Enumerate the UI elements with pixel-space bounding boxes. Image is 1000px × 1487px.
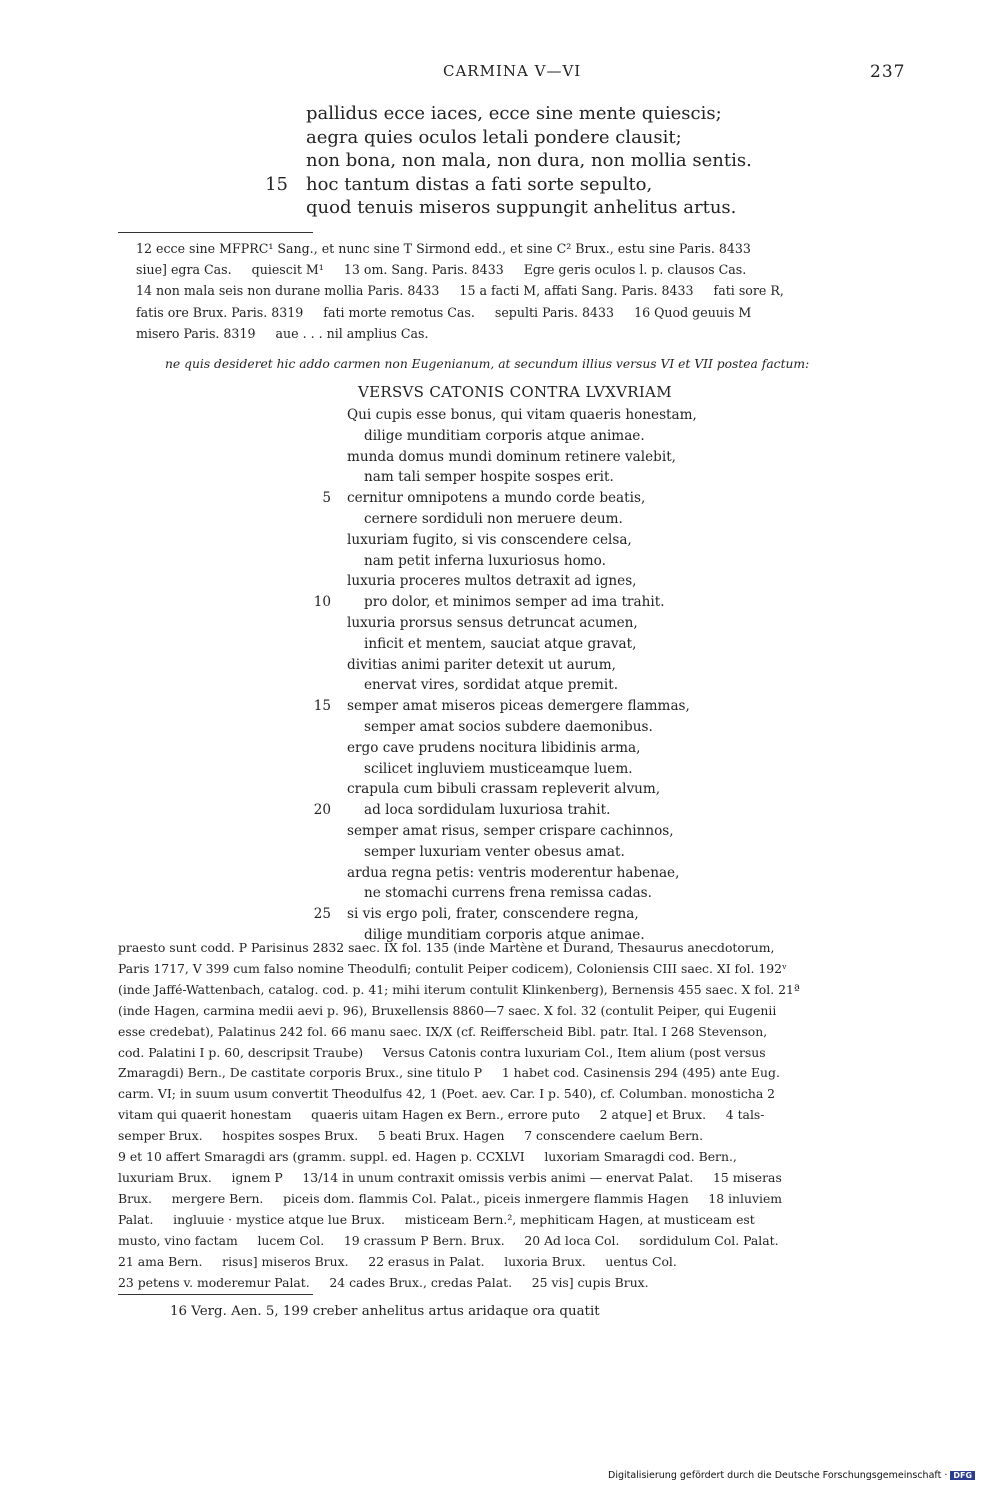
cato-title: VERSVS CATONIS CONTRA LVXVRIAM bbox=[358, 383, 672, 401]
verse-text: ad loca sordidulam luxuriosa trahit. bbox=[364, 802, 611, 819]
verse-text: pallidus ecce iaces, ecce sine mente quiescis; bbox=[306, 103, 722, 124]
text-line: Brux. mergere Bern. piceis dom. flammis Col. Palat., piceis inmergere flammis Hagen 18 inluviem bbox=[118, 1190, 783, 1206]
text-line: (inde Hagen, carmina medii aevi p. 96), Bruxellensis 8860—7 saec. X fol. 32 (contulit Peiper, qui Eugenii bbox=[118, 1002, 777, 1018]
page-number: 237 bbox=[870, 62, 906, 82]
verse-text: scilicet ingluviem musticeamque luem. bbox=[364, 760, 633, 777]
text-line: esse credebat), Palatinus 242 fol. 66 manu saec. IX/X (cf. Reifferscheid Bibl. patr. Ital. I 268 Stevenson, bbox=[118, 1023, 768, 1039]
text-line: praesto sunt codd. P Parisinus 2832 saec. IX fol. 135 (inde Martène et Durand, Thesaurus anecdotorum, bbox=[118, 940, 775, 955]
verse-line bbox=[347, 571, 697, 592]
verse-text: semper amat risus, semper crispare cachinnos, bbox=[347, 822, 674, 839]
verse-line bbox=[347, 675, 697, 696]
divider bbox=[118, 1294, 313, 1295]
verse-text: luxuria proceres multos detraxit ad ignes, bbox=[347, 573, 637, 590]
line-number: 20 bbox=[313, 802, 331, 819]
verse-line bbox=[347, 467, 697, 488]
verse-text: non bona, non mala, non dura, non mollia sentis. bbox=[306, 150, 752, 171]
text-line: musto, vino factam lucem Col. 19 crassum P Bern. Brux. 20 Ad loca Col. sordidulum Col. Palat. bbox=[118, 1232, 779, 1248]
verse-line bbox=[313, 592, 697, 613]
verse-text: enervat vires, sordidat atque premit. bbox=[364, 677, 619, 694]
verse-text: Qui cupis esse bonus, qui vitam quaeris honestam, bbox=[347, 407, 697, 423]
verse-text: dilige munditiam corporis atque animae. bbox=[364, 427, 645, 444]
text-line: misero Paris. 8319 aue . . . nil amplius Cas. bbox=[136, 325, 429, 341]
verse-line bbox=[322, 488, 697, 509]
apparatus-block bbox=[136, 238, 784, 344]
poem-block bbox=[265, 102, 752, 220]
text-line: 21 ama Bern. risus] miseros Brux. 22 erasus in Palat. luxoria Brux. uentus Col. bbox=[118, 1253, 677, 1269]
verse-line bbox=[347, 426, 697, 447]
line-number: 10 bbox=[313, 594, 331, 611]
verse-text: dilige munditiam corporis atque animae. bbox=[364, 926, 645, 943]
running-title: CARMINA V—VI bbox=[443, 62, 582, 80]
text-line: 14 non mala seis non durane mollia Paris. 8433 15 a facti M, affati Sang. Paris. 8433 fati sore R, bbox=[136, 283, 784, 299]
verse-line bbox=[347, 551, 697, 572]
verse-line bbox=[347, 759, 697, 780]
text-line: 23 petens v. moderemur Palat. 24 cades Brux., credas Palat. 25 vis] cupis Brux. bbox=[118, 1274, 649, 1290]
verse-line bbox=[306, 126, 752, 150]
verse-text: nam petit inferna luxuriosus homo. bbox=[364, 552, 606, 569]
dfg-logo: DFG bbox=[950, 1471, 975, 1480]
verse-line bbox=[313, 696, 697, 717]
text-line: Zmaragdi) Bern., De castitate corporis Brux., sine titulo P 1 habet cod. Casinensis 294 (495) ante Eug. bbox=[118, 1065, 780, 1081]
verse-text: semper luxuriam venter obesus amat. bbox=[364, 843, 625, 860]
verse-line bbox=[347, 405, 697, 426]
verse-line bbox=[347, 655, 697, 676]
line-number: 15 bbox=[265, 173, 288, 195]
verse-text: pro dolor, et minimos semper ad ima trahit. bbox=[364, 594, 665, 611]
line-number: 5 bbox=[322, 490, 331, 507]
verse-line bbox=[306, 196, 752, 220]
verse-line bbox=[347, 779, 697, 800]
text-line: (inde Jaffé-Wattenbach, catalog. cod. p. 41; mihi iterum contulit Klinkenberg), Bernensis 455 saec. X fol. 21ª bbox=[118, 981, 800, 997]
verse-text: luxuriam fugito, si vis conscendere celsa, bbox=[347, 531, 632, 548]
verse-text: ardua regna petis: ventris moderentur habenae, bbox=[347, 864, 680, 881]
verse-line bbox=[306, 149, 752, 173]
verse-line bbox=[347, 613, 697, 634]
line-number: 15 bbox=[313, 698, 331, 715]
verse-line bbox=[347, 530, 697, 551]
verse-line bbox=[347, 863, 697, 884]
text-line: siue] egra Cas. quiescit M¹ 13 om. Sang. Paris. 8433 Egre geris oculos l. p. clausos Cas. bbox=[136, 262, 747, 278]
text-line: semper Brux. hospites sospes Brux. 5 beati Brux. Hagen 7 conscendere caelum Bern. bbox=[118, 1128, 704, 1144]
cato-poem bbox=[313, 405, 697, 946]
verse-text: munda domus mundi dominum retinere valebit, bbox=[347, 448, 676, 465]
verse-text: si vis ergo poli, frater, conscendere regna, bbox=[347, 906, 639, 923]
verse-text: cernitur omnipotens a mundo corde beatis, bbox=[347, 490, 646, 507]
verse-line bbox=[265, 173, 752, 197]
verse-text: inficit et mentem, sauciat atque gravat, bbox=[364, 635, 637, 652]
text-line: luxuriam Brux. ignem P 13/14 in unum contraxit omissis verbis animi — enervat Palat. 15 miseras bbox=[118, 1169, 782, 1185]
verse-line bbox=[347, 738, 697, 759]
text-line: Palat. ingluuie · mystice atque lue Brux. misticeam Bern.², mephiticam Hagen, at musticeam est bbox=[118, 1211, 755, 1227]
text-line: cod. Palatini I p. 60, descripsit Traube) Versus Catonis contra luxuriam Col., Item alium (post versus bbox=[118, 1044, 766, 1060]
verse-line bbox=[306, 102, 752, 126]
divider bbox=[118, 232, 313, 233]
verse-text: quod tenuis miseros suppungit anhelitus artus. bbox=[306, 197, 737, 218]
text-line: Paris 1717, V 399 cum falso nomine Theodulfi; contulit Peiper codicem), Coloniensis CIII saec. XI fol. 192ᵛ bbox=[118, 960, 787, 976]
verse-line bbox=[347, 883, 697, 904]
verse-line bbox=[347, 634, 697, 655]
verse-text: hoc tantum distas a fati sorte sepulto, bbox=[306, 173, 653, 195]
text-line: vitam qui quaerit honestam quaeris uitam Hagen ex Bern., errore puto 2 atque] et Brux. 4 tals- bbox=[118, 1107, 765, 1123]
verse-text: cernere sordiduli non meruere deum. bbox=[364, 510, 623, 527]
verse-line bbox=[347, 717, 697, 738]
verse-line bbox=[313, 800, 697, 821]
verse-text: ne stomachi currens frena remissa cadas. bbox=[364, 885, 652, 902]
footnote: 16 Verg. Aen. 5, 199 creber anhelitus artus aridaque ora quatit bbox=[170, 1304, 600, 1319]
text-line: fatis ore Brux. Paris. 8319 fati morte remotus Cas. sepulti Paris. 8433 16 Quod geuuis M bbox=[136, 304, 752, 320]
notes-block bbox=[118, 938, 800, 1293]
verse-line bbox=[347, 509, 697, 530]
verse-text: luxuria prorsus sensus detruncat acumen, bbox=[347, 614, 638, 631]
footer-text: Digitalisierung gefördert durch die Deutsche Forschungsgemeinschaft · bbox=[608, 1470, 948, 1481]
verse-text: crapula cum bibuli crassam repleverit alvum, bbox=[347, 781, 661, 798]
intro-note: ne quis desideret hic addo carmen non Eugenianum, at secundum illius versus VI et VII postea factum: bbox=[165, 357, 810, 371]
text-line: 9 et 10 affert Smaragdi ars (gramm. suppl. ed. Hagen p. CCXLVI luxoriam Smaragdi cod. Bern., bbox=[118, 1149, 737, 1165]
verse-line bbox=[347, 842, 697, 863]
verse-text: divitias animi pariter detexit ut aurum, bbox=[347, 656, 616, 673]
verse-line bbox=[313, 904, 697, 925]
verse-text: ergo cave prudens nocitura libidinis arma, bbox=[347, 739, 641, 756]
text-line: 12 ecce sine MFPRC¹ Sang., et nunc sine T Sirmond edd., et sine C² Brux., estu sine Paris. 8433 bbox=[136, 241, 751, 256]
verse-line bbox=[347, 821, 697, 842]
verse-text: aegra quies oculos letali pondere clausit; bbox=[306, 126, 682, 148]
verse-text: semper amat miseros piceas demergere flammas, bbox=[347, 698, 690, 715]
line-number: 25 bbox=[313, 906, 331, 923]
verse-text: nam tali semper hospite sospes erit. bbox=[364, 469, 614, 486]
footer bbox=[608, 1470, 975, 1481]
verse-text: semper amat socios subdere daemonibus. bbox=[364, 718, 653, 735]
text-line: carm. VI; in suum usum convertit Theodulfus 42, 1 (Poet. aev. Car. I p. 540), cf. Columban. monosticha 2 bbox=[118, 1086, 776, 1102]
verse-line bbox=[347, 447, 697, 468]
